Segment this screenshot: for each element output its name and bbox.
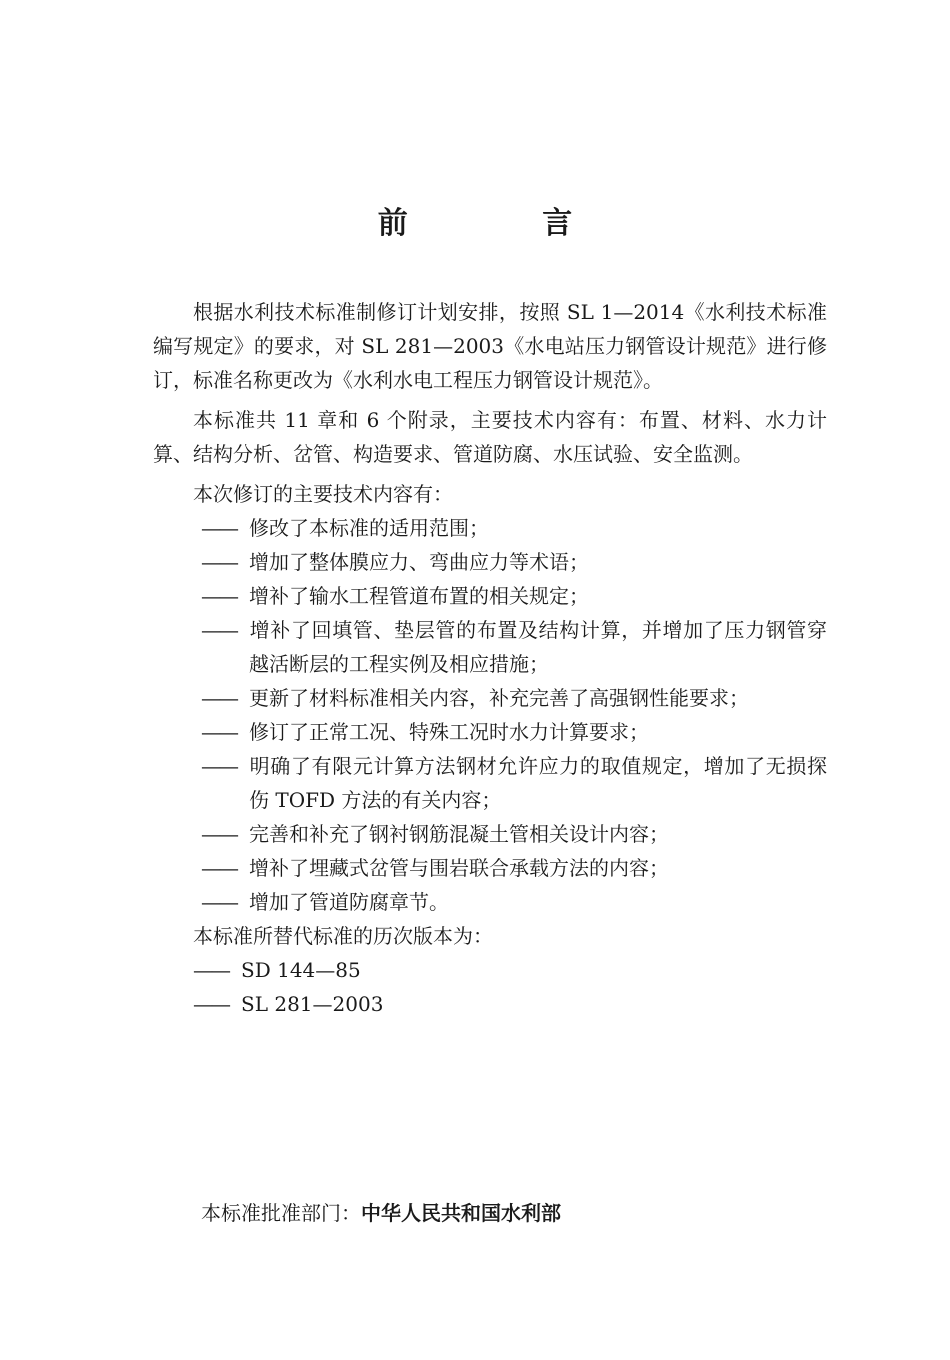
paragraph-contents: 本标准共 11 章和 6 个附录，主要技术内容有：布置、材料、水力计算、结构分析、岔管、构造要求、管道防腐、水压试验、安全监测。 xyxy=(153,408,827,466)
approval-line xyxy=(201,1196,561,1230)
list-item-text: 明确了有限元计算方法钢材允许应力的取值规定，增加了无损探伤 TOFD 方法的有关内容； xyxy=(249,754,827,812)
list-item-text: 修订了正常工况、特殊工况时水力计算要求； xyxy=(249,720,649,744)
list-item xyxy=(153,681,827,715)
list-item xyxy=(153,749,827,817)
dash-mark: —— xyxy=(201,516,237,540)
list-item-text: 增补了埋藏式岔管与围岩联合承载方法的内容； xyxy=(249,856,669,880)
history-item xyxy=(153,987,827,1021)
list-item-text: 修改了本标准的适用范围； xyxy=(249,516,489,540)
history-intro: 本标准所替代标准的历次版本为： xyxy=(193,924,493,948)
dash-mark: —— xyxy=(201,890,237,914)
paragraph-background: 根据水利技术标准制修订计划安排，按照 SL 1—2014《水利技术标准编写规定》的要求，对 SL 281—2003《水电站压力钢管设计规范》进行修订，标准名称更改为《水利水电工程压力钢管设计规范》。 xyxy=(153,300,827,392)
dash-mark: —— xyxy=(201,686,237,710)
dash-mark: —— xyxy=(201,856,237,880)
foreword-body xyxy=(153,295,827,1021)
dash-mark: —— xyxy=(201,584,237,608)
list-item-text: 增补了回填管、垫层管的布置及结构计算，并增加了压力钢管穿越活断层的工程实例及相应措施； xyxy=(249,618,827,676)
dash-mark: —— xyxy=(201,754,237,778)
list-item-text: 增加了管道防腐章节。 xyxy=(249,890,449,914)
approval-organization: 中华人民共和国水利部 xyxy=(361,1201,561,1225)
dash-mark: —— xyxy=(201,550,237,574)
list-item xyxy=(153,817,827,851)
approval-label: 本标准批准部门： xyxy=(201,1201,361,1225)
dash-mark: —— xyxy=(201,720,237,744)
dash-mark: —— xyxy=(193,958,229,982)
history-version: SD 144—85 xyxy=(241,958,361,982)
list-item xyxy=(153,579,827,613)
paragraph-revision-intro: 本次修订的主要技术内容有： xyxy=(193,482,453,506)
dash-mark: —— xyxy=(201,618,237,642)
list-item xyxy=(153,715,827,749)
history-item xyxy=(153,953,827,987)
dash-mark: —— xyxy=(201,822,237,846)
list-item xyxy=(153,545,827,579)
dash-mark: —— xyxy=(193,992,229,1016)
history-list xyxy=(153,953,827,1021)
list-item xyxy=(153,851,827,885)
list-item-text: 更新了材料标准相关内容，补充完善了高强钢性能要求； xyxy=(249,686,749,710)
list-item-text: 完善和补充了钢衬钢筋混凝土管相关设计内容； xyxy=(249,822,669,846)
list-item xyxy=(153,885,827,919)
list-item xyxy=(153,613,827,681)
page-title: 前 言 xyxy=(377,206,635,241)
list-item-text: 增加了整体膜应力、弯曲应力等术语； xyxy=(249,550,589,574)
revision-list xyxy=(153,511,827,919)
list-item xyxy=(153,511,827,545)
history-version: SL 281—2003 xyxy=(241,992,384,1016)
list-item-text: 增补了输水工程管道布置的相关规定； xyxy=(249,584,589,608)
